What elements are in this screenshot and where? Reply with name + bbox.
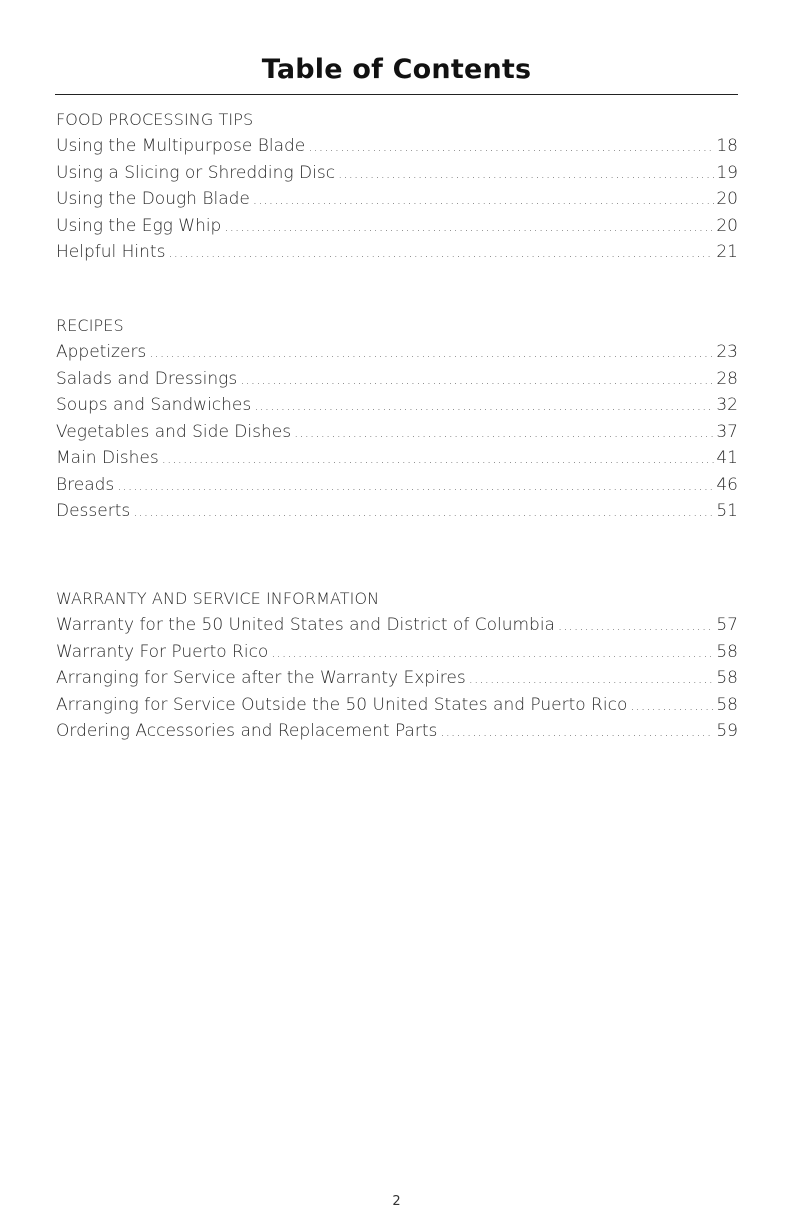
- toc-entry-page: 58: [716, 668, 738, 688]
- dot-leader: [294, 421, 714, 446]
- toc-entry-page: 41: [716, 448, 738, 468]
- toc-entry[interactable]: [56, 665, 738, 692]
- toc-entry-page: 37: [716, 421, 738, 442]
- toc-entry-label: Breads: [56, 474, 115, 495]
- toc-entry-page: 58: [716, 641, 738, 662]
- toc-entry-label: Main Dishes: [56, 448, 159, 468]
- toc-entry-label: Arranging for Service after the Warranty Expires: [56, 668, 466, 688]
- toc-entry-page: 32: [716, 395, 738, 415]
- dot-leader: [253, 188, 714, 213]
- toc-entry-page: 18: [716, 136, 738, 156]
- dot-leader: [117, 474, 714, 499]
- dot-leader: [254, 394, 714, 419]
- toc-entry-page: 20: [716, 215, 738, 236]
- dot-leader: [224, 215, 714, 240]
- dot-leader: [308, 135, 714, 160]
- dot-leader: [558, 614, 714, 639]
- title-divider: [55, 94, 738, 95]
- toc-entry-label: Helpful Hints: [56, 242, 166, 262]
- toc-entry-label: Salads and Dressings: [56, 368, 238, 389]
- toc-entry-page: 59: [716, 721, 738, 741]
- toc-section-recipes: [56, 313, 738, 525]
- toc-entry[interactable]: [56, 612, 738, 639]
- toc-entry-page: 23: [716, 342, 738, 362]
- toc-entry-page: 21: [716, 242, 738, 262]
- toc-entry-label: Appetizers: [56, 342, 147, 362]
- toc-entry-page: 28: [716, 368, 738, 389]
- toc-entry[interactable]: [56, 239, 738, 266]
- toc-entry-label: Using the Egg Whip: [56, 215, 222, 236]
- toc-entry[interactable]: [56, 392, 738, 419]
- dot-leader: [338, 162, 714, 187]
- dot-leader: [162, 447, 715, 472]
- dot-leader: [440, 720, 714, 745]
- dot-leader: [271, 641, 714, 666]
- toc-entry[interactable]: [56, 366, 738, 393]
- toc-entry-label: Soups and Sandwiches: [56, 395, 252, 415]
- dot-leader: [630, 694, 714, 719]
- dot-leader: [168, 241, 714, 266]
- toc-entry[interactable]: [56, 133, 738, 160]
- toc-entry-label: Using a Slicing or Shredding Disc: [56, 162, 336, 183]
- dot-leader: [469, 667, 715, 692]
- toc-entry-page: 57: [716, 615, 738, 635]
- toc-entry[interactable]: [56, 213, 738, 240]
- toc-entry[interactable]: [56, 160, 738, 187]
- toc-entry-label: Using the Multipurpose Blade: [56, 136, 306, 156]
- toc-entry-page: 46: [716, 474, 738, 495]
- toc-entry-label: Ordering Accessories and Replacement Parts: [56, 721, 438, 741]
- page-number: 2: [392, 1194, 401, 1209]
- page-title: Table of Contents: [261, 54, 532, 85]
- toc-entry[interactable]: [56, 718, 738, 745]
- toc-entry-page: 58: [716, 694, 738, 715]
- toc-section-warranty-and-service: [56, 586, 738, 745]
- dot-leader: [240, 368, 714, 393]
- toc-entry[interactable]: [56, 445, 738, 472]
- toc-entry[interactable]: [56, 419, 738, 446]
- toc-entry-page: 51: [716, 501, 738, 521]
- toc-entry[interactable]: [56, 472, 738, 499]
- toc-entry-label: Warranty For Puerto Rico: [56, 641, 269, 662]
- toc-entry[interactable]: [56, 639, 738, 666]
- toc-entry-label: Arranging for Service Outside the 50 United States and Puerto Rico: [56, 694, 628, 715]
- toc-entry-label: Desserts: [56, 501, 131, 521]
- toc-entry-label: Vegetables and Side Dishes: [56, 421, 292, 442]
- section-heading: FOOD PROCESSING TIPS: [56, 110, 254, 129]
- toc-entry-label: Warranty for the 50 United States and District of Columbia: [56, 615, 555, 635]
- dot-leader: [149, 341, 714, 366]
- dot-leader: [133, 500, 714, 525]
- toc-entry[interactable]: [56, 186, 738, 213]
- section-heading: WARRANTY AND SERVICE INFORMATION: [56, 589, 380, 608]
- toc-entry-label: Using the Dough Blade: [56, 189, 250, 209]
- section-heading: RECIPES: [56, 316, 124, 335]
- toc-entry[interactable]: [56, 339, 738, 366]
- toc-section-food-processing-tips: [56, 107, 738, 266]
- toc-entry-page: 20: [716, 189, 738, 209]
- toc-entry-page: 19: [716, 162, 738, 183]
- toc-entry[interactable]: [56, 692, 738, 719]
- toc-entry[interactable]: [56, 498, 738, 525]
